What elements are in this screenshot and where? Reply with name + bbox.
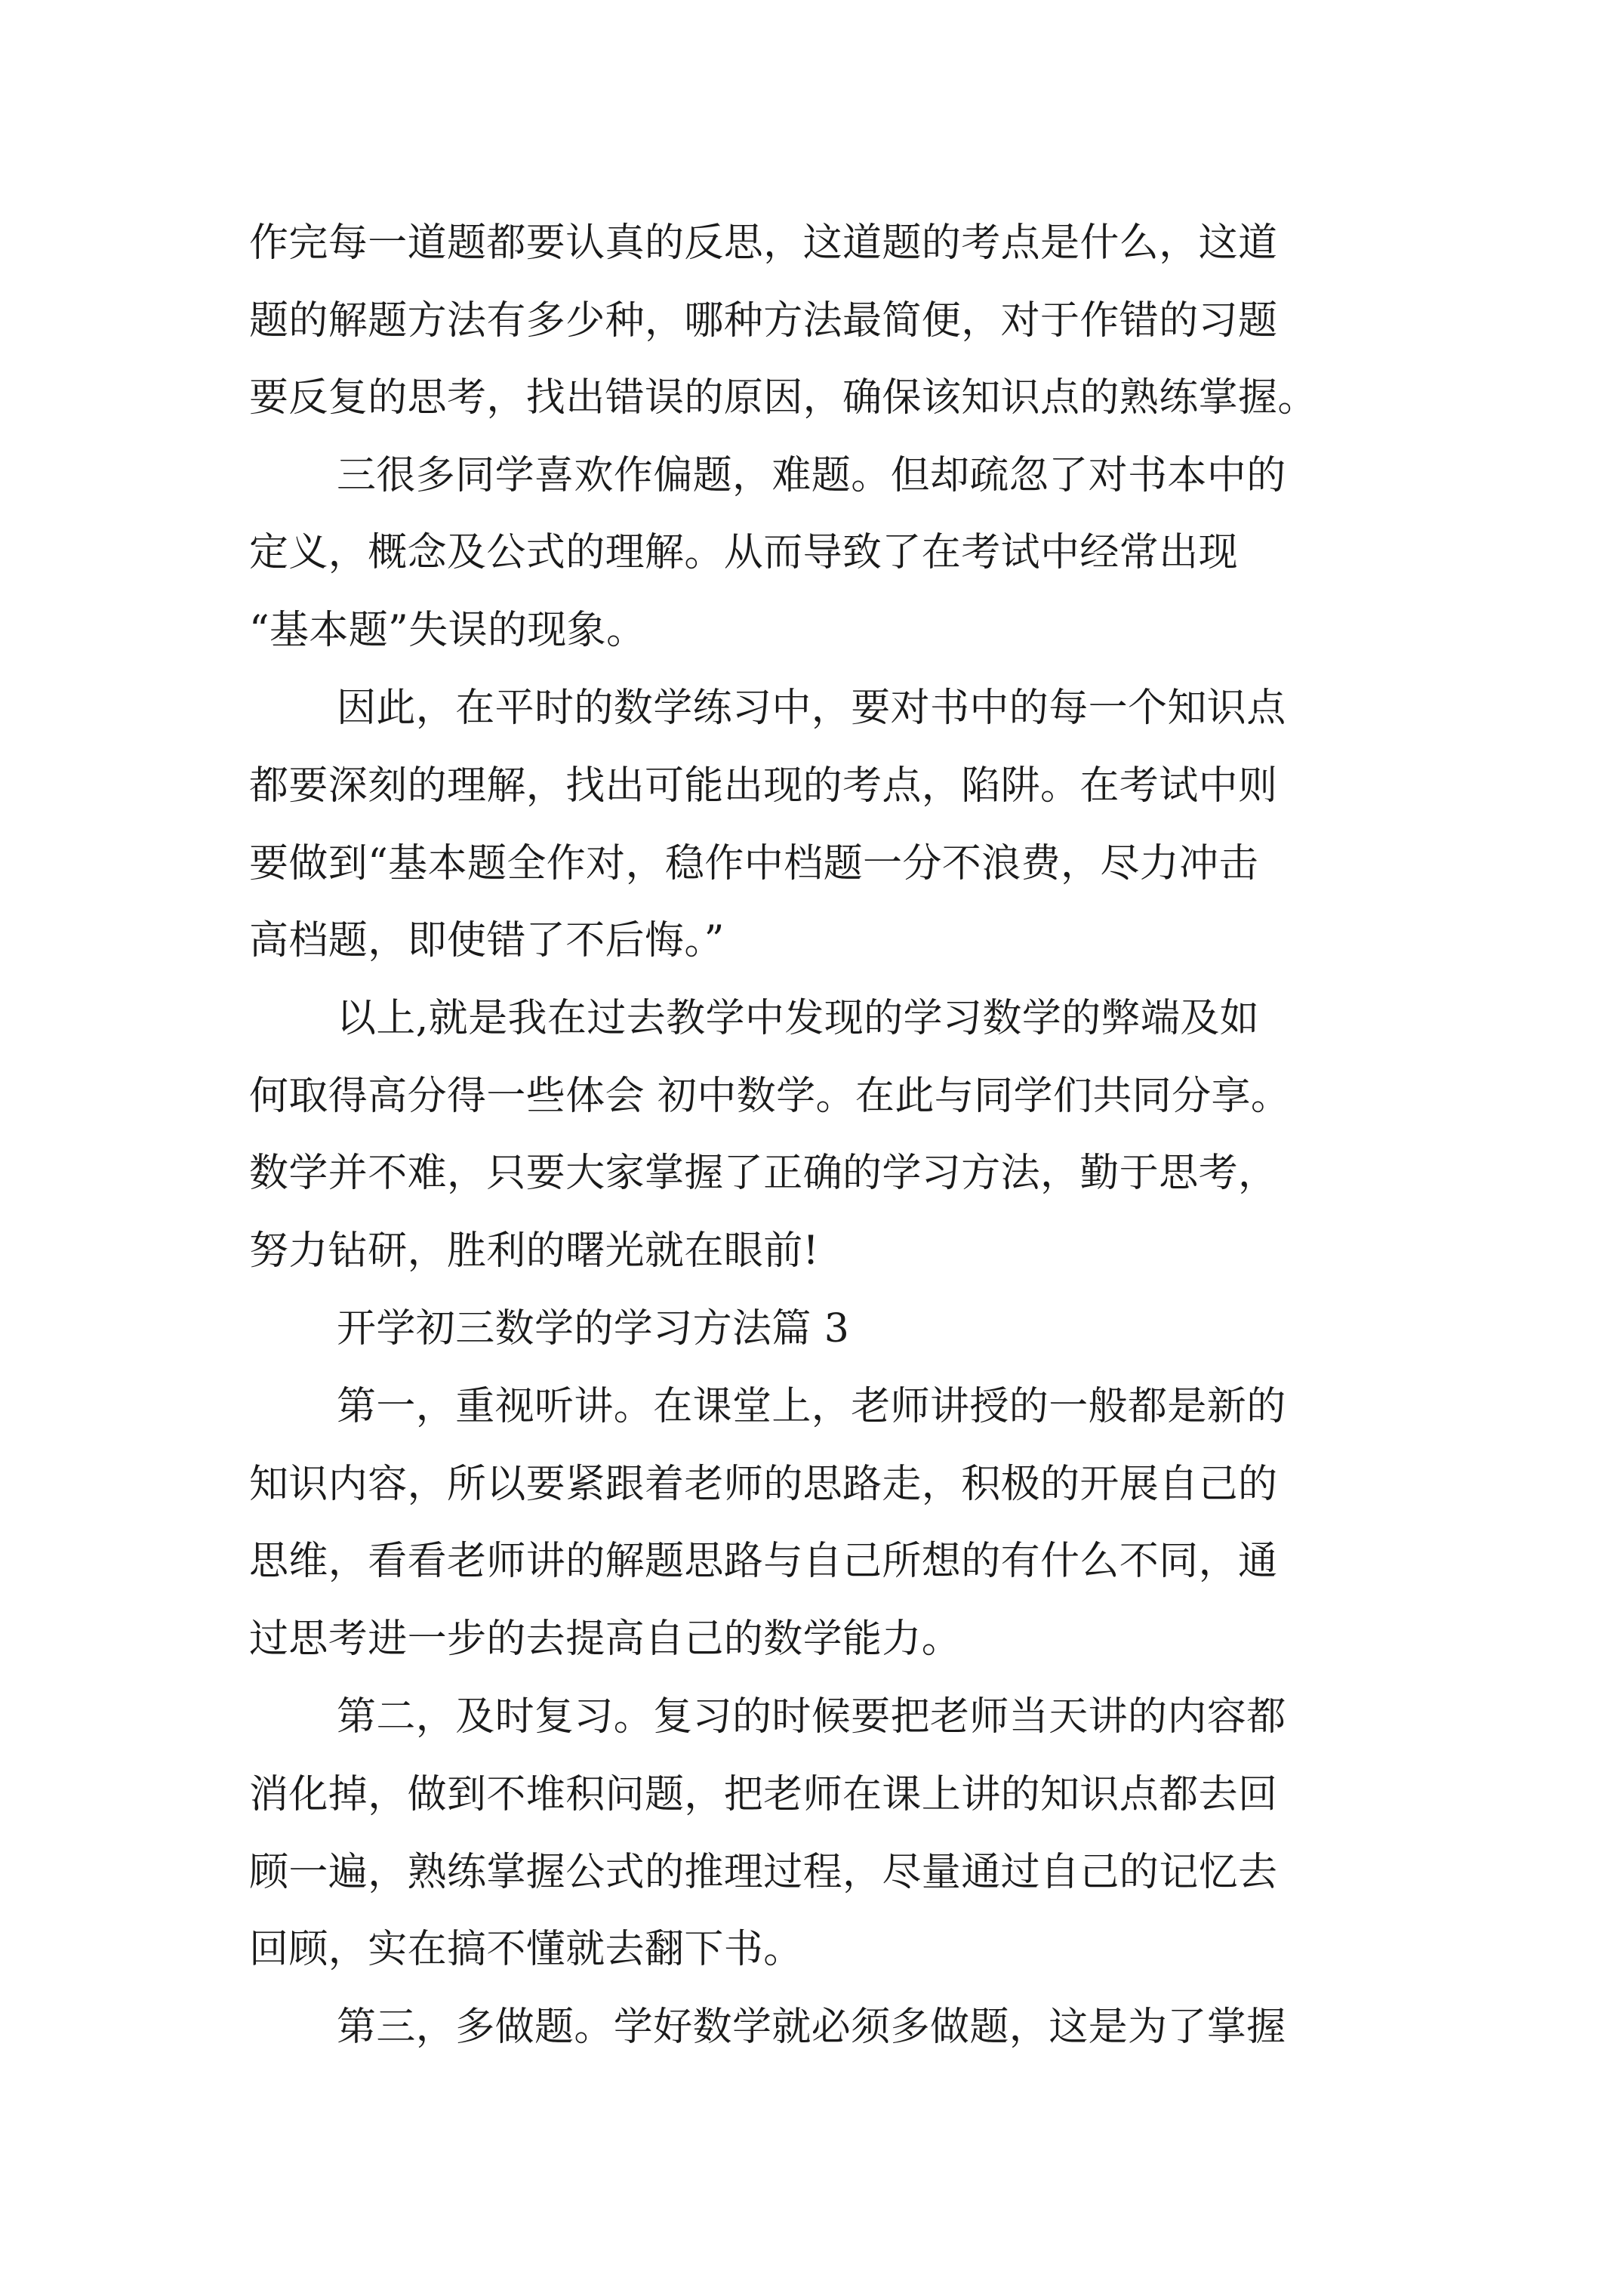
text-line: “基本题”失误的现象。	[249, 608, 646, 653]
text-line: 过思考进一步的去提高自己的数学能力。	[249, 1616, 962, 1662]
text-line: 因此，在平时的数学练习中，要对书中的每一个知识点	[337, 686, 1286, 731]
text-line: 三很多同学喜欢作偏题，难题。但却疏忽了对书本中的	[337, 453, 1286, 498]
text-line: 回顾，实在搞不懂就去翻下书。	[249, 1927, 803, 1972]
text-line: 以上,就是我在过去教学中发现的学习数学的弊端及如	[337, 996, 1260, 1041]
text-line: 高档题，即使错了不后悔。”	[249, 918, 725, 963]
text-line: 知识内容，所以要紧跟着老师的思路走，积极的开展自己的	[249, 1462, 1278, 1507]
text-line: 作完每一道题都要认真的反思，这道题的考点是什么，这道	[249, 220, 1278, 266]
text-line: 要反复的思考，找出错误的原因，确保该知识点的熟练掌握。	[249, 375, 1317, 421]
text-line: 要做到“基本题全作对，稳作中档题一分不浪费，尽力冲击	[249, 841, 1258, 886]
section-heading: 开学初三数学的学习方法篇 3	[337, 1306, 850, 1351]
text-line: 消化掉，做到不堆积问题，把老师在课上讲的知识点都去回	[249, 1772, 1278, 1817]
text-line: 题的解题方法有多少种，哪种方法最简便，对于作错的习题	[249, 298, 1278, 344]
text-line: 第二，及时复习。复习的时候要把老师当天讲的内容都	[337, 1694, 1286, 1740]
text-line: 顾一遍，熟练掌握公式的推理过程，尽量通过自己的记忆去	[249, 1850, 1278, 1895]
text-line: 定义，概念及公式的理解。从而导致了在考试中经常出现	[249, 530, 1239, 575]
text-line: 第三，多做题。学好数学就必须多做题，这是为了掌握	[337, 2005, 1286, 2050]
text-line: 思维，看看老师讲的解题思路与自己所想的有什么不同，通	[249, 1539, 1278, 1584]
text-line: 第一，重视听讲。在课堂上，老师讲授的一般都是新的	[337, 1384, 1286, 1429]
text-line: 努力钻研，胜利的曙光就在眼前!	[249, 1228, 819, 1274]
text-line: 都要深刻的理解，找出可能出现的考点，陷阱。在考试中则	[249, 763, 1278, 809]
text-line: 数学并不难，只要大家掌握了正确的学习方法，勤于思考，	[249, 1151, 1278, 1196]
text-line: 何取得高分得一些体会 初中数学。在此与同学们共同分享。	[249, 1074, 1291, 1119]
